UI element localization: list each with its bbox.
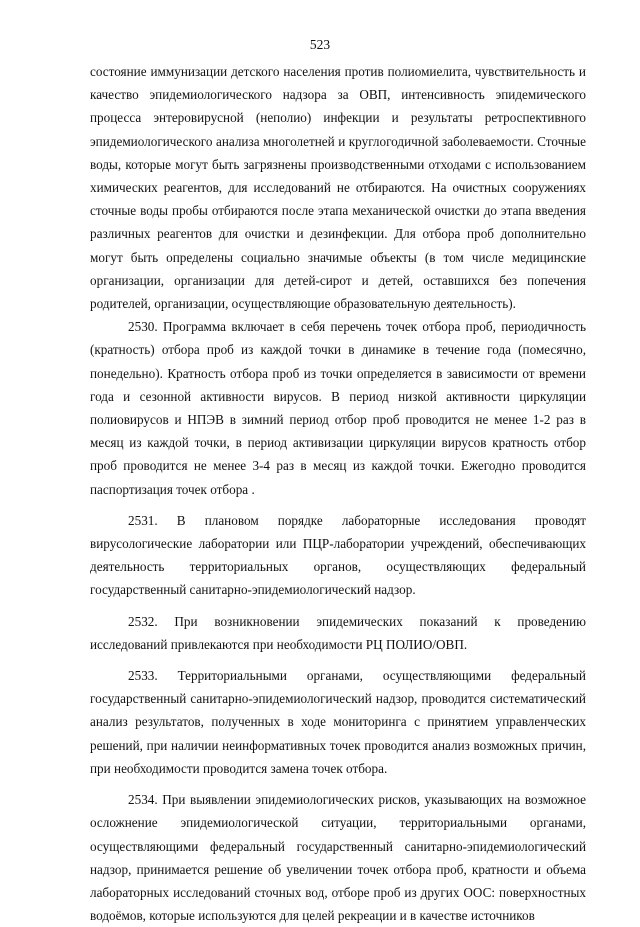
- page-number: 523: [309, 37, 331, 52]
- paragraph-2533: 2533. Территориальными органами, осуществляющими федеральный государственный санитарно-эпидемиологический надзор, проводится систематический анализ результатов, полученных в ходе мониторинга с принятием управленческих решений, при наличии неинформативных точек проводится анализ возможных причин, при необходимости проводится замена точек отбора.: [90, 668, 586, 776]
- paragraph-2532: 2532. При возникновении эпидемических показаний к проведению исследований привлекаются при необходимости РЦ ПОЛИО/ОВП.: [90, 613, 586, 652]
- paragraph-2531: 2531. В плановом порядке лабораторные исследования проводят вирусологические лаборатории или ПЦР-лаборатории учреждений, обеспечивающих деятельность территориальных органов, осуществляющих федеральный государственный санитарно-эпидемиологический надзор.: [90, 512, 586, 598]
- paragraph-continuation: состояние иммунизации детского населения против полиомиелита, чувствительность и качество эпидемиологического надзора за ОВП, интенсивность эпидемического процесса энтеровирусной (неполио) инфекции и результаты ретроспективного эпидемиологического анализа многолетней и круглогодичной заболеваемости. Сточные воды, которые могут быть загрязнены производственными отходами с использованием химических реагентов, для исследований не отбираются. На очистных сооружениях сточные воды пробы отбираются после этапа механической очистки до этапа введения различных реагентов для очистки и дезинфекции. Для отбора проб дополнительно могут быть определены социально значимые объекты (в том числе медицинские организации, организации для детей-сирот и детей, оставшихся без попечения родителей, организации, осуществляющие образовательную деятельность).: [90, 64, 586, 312]
- document-body: [90, 60, 586, 927]
- paragraph-2534: 2534. При выявлении эпидемиологических рисков, указывающих на возможное осложнение эпидемиологической ситуации, территориальными органами, осуществляющими федеральный государственный санитарно-эпидемиологический надзор, принимается решение об увеличении точек отбора проб, кратности и объема лабораторных исследований сточных вод, отборе проб из других ООС: поверхностных водоёмов, которые используются для целей рекреации и в качестве источников: [90, 792, 586, 924]
- paragraph-2530: 2530. Программа включает в себя перечень точек отбора проб, периодичность (кратность) отбора проб из каждой точки в динамике в течение года (помесячно, понедельно). Кратность отбора проб из точки определяется в зависимости от времени года и сезонной активности вирусов. В период низкой активности циркуляции полиовирусов и НПЭВ в зимний период отбор проб проводится не менее 1-2 раз в месяц из каждой точки, в период активизации циркуляции вирусов кратность отбор проб проводится не менее 3-4 раз в месяц из каждой точки. Ежегодно проводится паспортизация точек отбора .: [90, 319, 586, 497]
